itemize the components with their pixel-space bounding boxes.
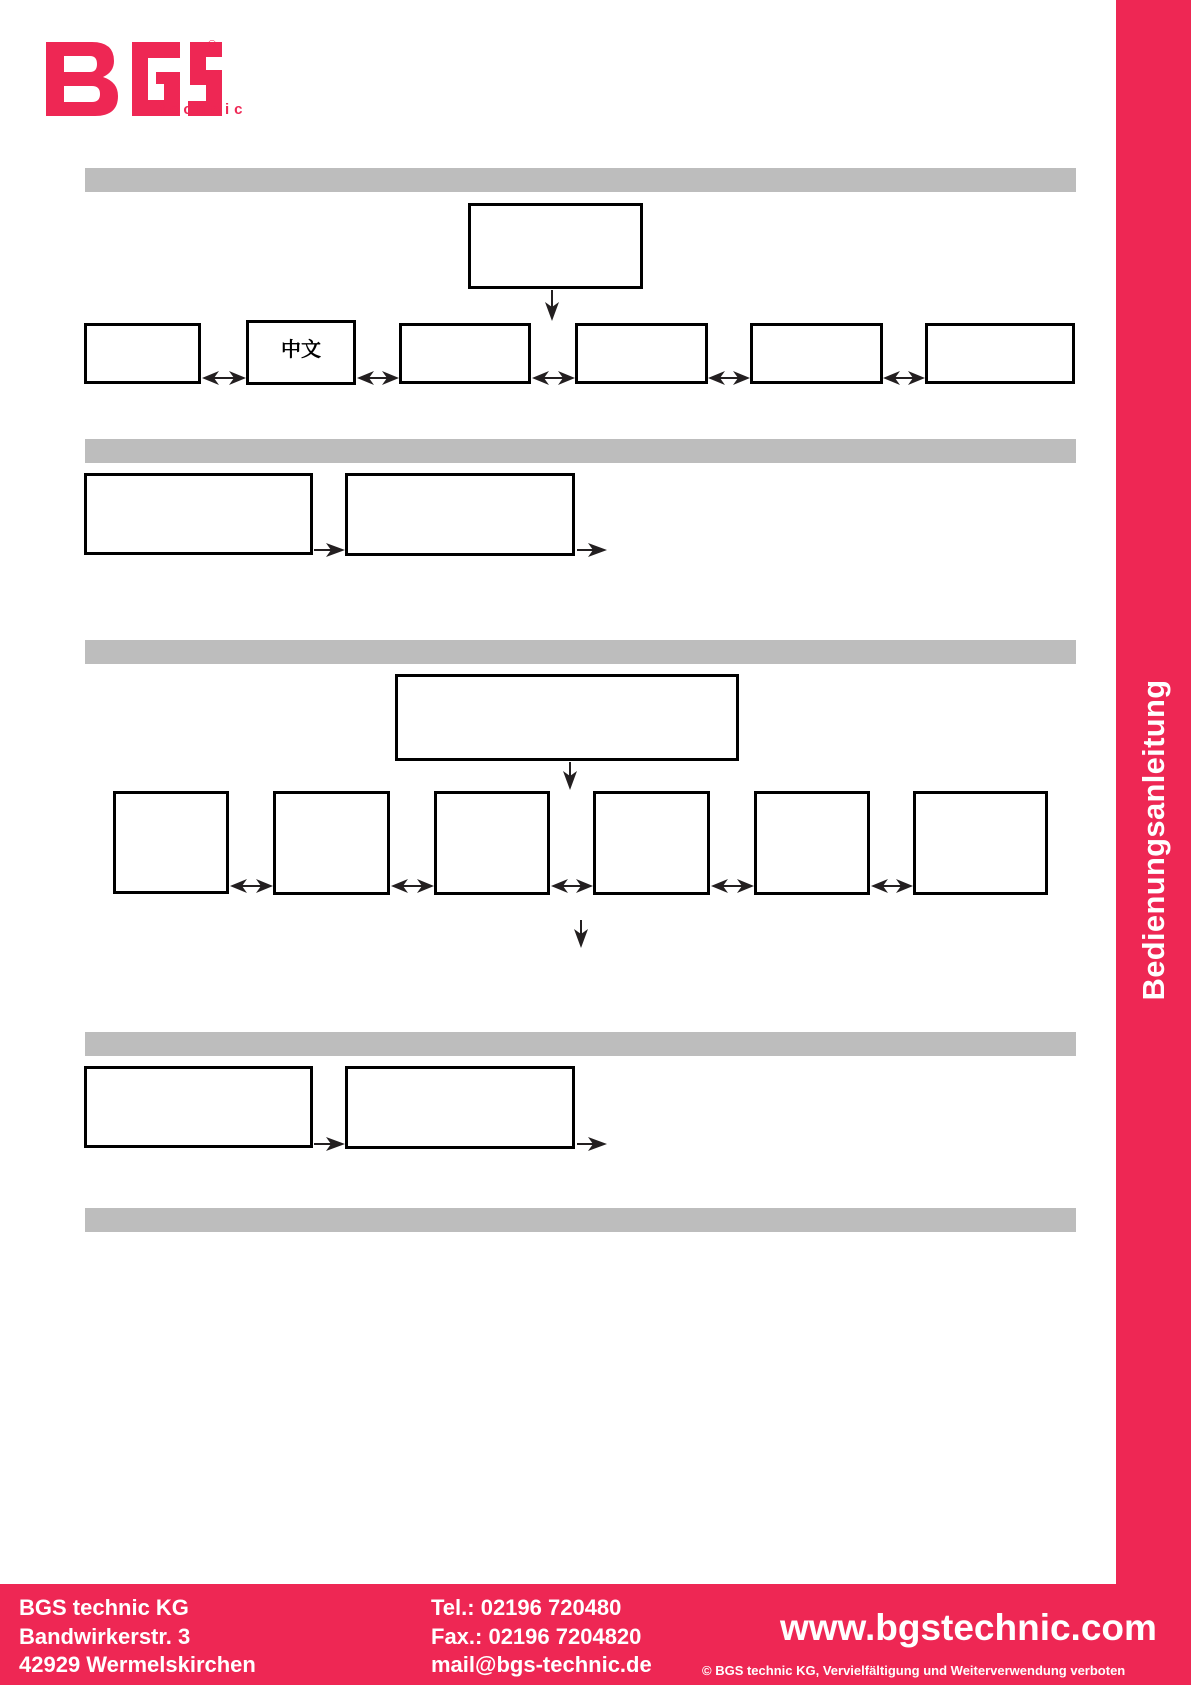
arrow-bidirectional-3-4 — [711, 879, 754, 893]
footer-city: 42929 Wermelskirchen — [19, 1652, 256, 1677]
arrow-right-2a — [314, 543, 345, 557]
arrow-bidirectional-3-5 — [871, 879, 913, 893]
arrow-down-3b — [574, 920, 588, 948]
arrow-bidirectional-3-2 — [391, 879, 434, 893]
arrow-right-4a — [314, 1137, 345, 1151]
arrow-right-2b — [577, 543, 607, 557]
language-box-chinese-label: 中文 — [281, 339, 321, 361]
footer-tel: Tel.: 02196 720480 — [431, 1595, 622, 1620]
arrow-bidirectional-4 — [708, 371, 750, 385]
footer — [0, 1584, 1191, 1685]
arrow-down-3 — [563, 762, 577, 790]
footer-copyright: © BGS technic KG, Vervielfältigung und Weiterverwendung verboten — [702, 1663, 1126, 1678]
logo-sub-text: technic — [160, 101, 248, 118]
logo-registered: ® — [208, 39, 217, 51]
arrow-down-1 — [545, 290, 559, 321]
arrow-right-4b — [577, 1137, 607, 1151]
footer-fax: Fax.: 02196 7204820 — [431, 1624, 642, 1649]
arrow-bidirectional-3-3 — [551, 879, 593, 893]
arrow-bidirectional-1 — [202, 371, 246, 385]
side-label: Bedienungsanleitung — [1136, 679, 1171, 1001]
arrow-bidirectional-3 — [532, 371, 575, 385]
footer-website[interactable]: www.bgstechnic.com — [780, 1607, 1157, 1648]
footer-company: BGS technic KG — [19, 1595, 189, 1620]
arrow-bidirectional-2 — [357, 371, 399, 385]
arrow-bidirectional-3-1 — [230, 879, 273, 893]
arrow-bidirectional-5 — [883, 371, 925, 385]
footer-street: Bandwirkerstr. 3 — [19, 1624, 191, 1649]
footer-mail[interactable]: mail@bgs-technic.de — [431, 1652, 652, 1677]
